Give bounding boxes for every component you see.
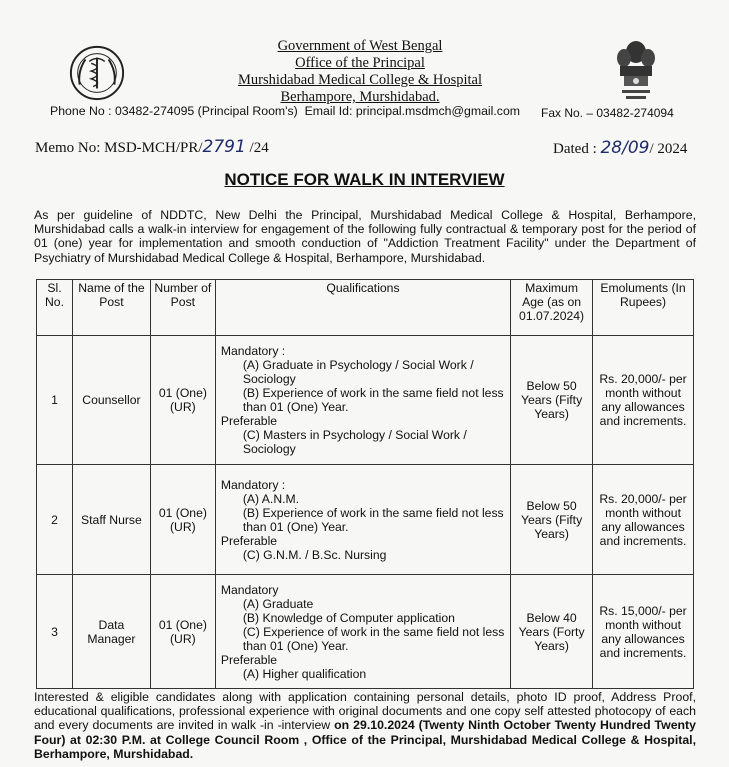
row-qualifications: Mandatory (A) Graduate (B) Knowledge of Computer application (C) Experience of work in the same field not less than 01 (One) Year. Preferable (A) Higher qualification xyxy=(215,575,510,689)
intro-paragraph: As per guideline of NDDTC, New Delhi the Principal, Murshidabad Medical College & Hospital, Berhampore, Murshidabad calls a walk-in interview for engagement of the following fully contractual & temporary post for the period of 01 (one) year for implementation and smooth conduction of "Addiction Treatment Facility" under the Department of Psychiatry of Murshidabad Medical College & Hospital, Berhampore, Murshidabad. xyxy=(34,208,696,265)
footer-paragraph: Interested & eligible candidates along with application containing personal details, photo ID proof, Address Proof, educational qualifications, professional experience with original documents and one copy self attested photocopy of each and every documents are invited in walk -in -interview on 29.10.2024 (Twenty Ninth October Twenty Hundred Twenty Four) at 02:30 P.M. at College Council Room , Office of the Principal, Murshidabad Medical College & Hospital, Berhampore, Murshidabad. xyxy=(34,690,696,761)
row-emoluments: Rs. 20,000/- per month without any allowances and increments. xyxy=(593,336,694,465)
row-post: Staff Nurse xyxy=(72,465,150,575)
row-age: Below 50 Years (Fifty Years) xyxy=(511,465,593,575)
header-number: Number of Post xyxy=(150,280,215,336)
table-row xyxy=(37,575,694,689)
vacancy-table xyxy=(36,279,694,689)
row-post: Data Manager xyxy=(72,575,150,689)
row-sl: 1 xyxy=(37,336,73,465)
dated: Dated : 28/09/ 2024 xyxy=(553,138,688,158)
ashoka-emblem-icon xyxy=(612,38,660,102)
header-line-3: Murshidabad Medical College & Hospital xyxy=(237,72,483,88)
header-line-2: Office of the Principal xyxy=(295,55,425,71)
header-qualifications: Qualifications xyxy=(215,280,510,336)
memo-handwritten-number: 2791 xyxy=(202,137,246,157)
row-number: 01 (One) (UR) xyxy=(150,465,215,575)
phone-number: Phone No : 03482-274095 (Principal Room's) xyxy=(50,104,298,118)
email-address: Email Id: principal.msdmch@gmail.com xyxy=(304,104,521,118)
row-age: Below 40 Years (Forty Years) xyxy=(511,575,593,689)
row-qualifications: Mandatory : (A) Graduate in Psychology / Social Work / Sociology (B) Experience of work in the same field not less than 01 (One) Year. Preferable (C) Masters in Psychology / Social Work / Sociology xyxy=(215,336,510,465)
table-header-row xyxy=(37,280,694,336)
college-seal-icon xyxy=(68,44,126,102)
row-post: Counsellor xyxy=(72,336,150,465)
header-age: Maximum Age (as on 01.07.2024) xyxy=(511,280,593,336)
table-row xyxy=(37,465,694,575)
row-emoluments: Rs. 20,000/- per month without any allowances and increments. xyxy=(593,465,694,575)
table-row xyxy=(37,336,694,465)
interview-schedule: on 29.10.2024 (Twenty Ninth October Twenty Hundred Twenty Four) at 02:30 P.M. at College Council Room , Office of the Principal, Murshidabad Medical College & Hospital, Berhampore, Murshidabad. xyxy=(34,718,696,761)
header-line-4: Berhampore, Murshidabad. xyxy=(280,89,440,105)
header-post: Name of the Post xyxy=(72,280,150,336)
row-number: 01 (One) (UR) xyxy=(150,575,215,689)
contact-line xyxy=(50,104,520,118)
header-emoluments: Emoluments (In Rupees) xyxy=(593,280,694,336)
fax-number: Fax No. – 03482-274094 xyxy=(541,106,674,120)
header-sl: Sl. No. xyxy=(37,280,73,336)
header-line-1: Government of West Bengal xyxy=(277,38,443,54)
row-sl: 3 xyxy=(37,575,73,689)
row-age: Below 50 Years (Fifty Years) xyxy=(511,336,593,465)
notice-title: NOTICE FOR WALK IN INTERVIEW xyxy=(224,170,505,189)
row-number: 01 (One) (UR) xyxy=(150,336,215,465)
row-emoluments: Rs. 15,000/- per month without any allowances and increments. xyxy=(593,575,694,689)
row-qualifications: Mandatory : (A) A.N.M. (B) Experience of work in the same field not less than 01 (One) Year. Preferable (C) G.N.M. / B.Sc. Nursing xyxy=(215,465,510,575)
memo-number: Memo No: MSD-MCH/PR/2791 /24 xyxy=(35,137,269,157)
row-sl: 2 xyxy=(37,465,73,575)
